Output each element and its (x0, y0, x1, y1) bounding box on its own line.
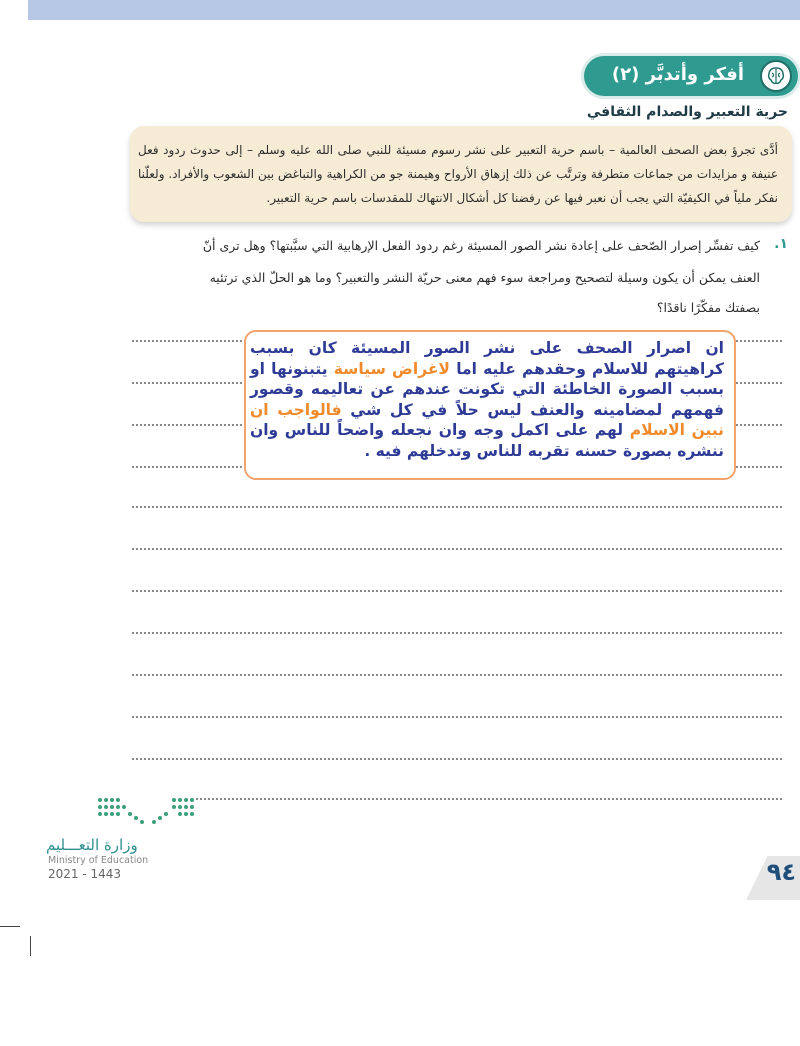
answer-line (132, 716, 782, 718)
top-color-bar (28, 0, 800, 20)
answer-part-2: يتبنونها او بسبب الصورة الخاطئة التي تكونت عندهم عن تعاليمه وقصور فهمهم لمضامينه والعنف ليس حلاً في كل شي (250, 359, 724, 419)
section-badge (584, 56, 798, 96)
question-line-2: العنف يمكن أن يكون وسيلة لتصحيح ومراجعة سوء فهم معنى حريّة النشر والتعبير؟ وما هو الحلّ الذي ترتئيه (209, 270, 760, 285)
question-line-3: بصفتك مفكّرًا ناقدًا؟ (656, 300, 760, 315)
intro-text: أدَّى تجرؤ بعض الصحف العالمية – باسم حرية التعبير على نشر رسوم مسيئة للنبي صلى الله عليه وسلم – إلى حدوث ردود فعل عنيفة و مزايدات من جماعات متطرفة وترتَّب عن ذلك إزهاق الأرواح وهيمنة جو من الكراهية والتباغض بين الشعوب والأفراد. ولعلّنا نفكر ملياً في الكيفيّة التي يجب أن نعبر فيها عن رفضنا كل أشكال الانتهاك للمقدسات باسم حرية التعبير. (138, 143, 778, 205)
page-number: ٩٤ (766, 858, 796, 886)
edition-year: 2021 - 1443 (48, 867, 122, 881)
answer-part-1: ان اصرار الصحف على نشر الصور المسيئة كان بسبب كراهيتهم للاسلام وحقدهم عليه اما (250, 339, 724, 378)
brain-icon (760, 60, 792, 92)
answer-text (250, 338, 724, 461)
answer-line (132, 632, 782, 634)
answer-line (132, 506, 782, 508)
answer-line (132, 548, 782, 550)
crop-mark (0, 926, 20, 927)
section-title: أفكر وأتدبَّر (٢) (611, 64, 744, 85)
answer-part-3: لهم على اكمل وجه وان نجعله واضحاً للناس وان ننشره بصورة حسنه تقربه للناس وتدخلهم فيه . (250, 421, 724, 460)
ministry-logo-icon (96, 794, 196, 828)
crop-mark (30, 936, 31, 956)
ministry-name-english: Ministry of Education (48, 855, 149, 866)
answer-line (132, 674, 782, 676)
answer-highlight-1: لاغراض سياسة (333, 359, 450, 378)
answer-highlight-2: فالواجب ان نبين الاسلام (250, 400, 724, 439)
question-line-1: كيف تفسِّر إصرار الصّحف على إعادة نشر الصور المسيئة رغم ردود الفعل الإرهابية التي سبَّبتها؟ وهل ترى أنّ (202, 238, 760, 253)
section-subtitle: حرية التعبير والصدام الثقافي (586, 104, 788, 120)
question-number: ١. (774, 236, 788, 252)
answer-box[interactable] (244, 330, 736, 480)
ministry-name-arabic: وزارة التعـــليم (46, 836, 138, 854)
intro-box (130, 126, 792, 222)
answer-line (132, 590, 782, 592)
answer-line (132, 758, 782, 760)
answer-line (196, 798, 782, 800)
